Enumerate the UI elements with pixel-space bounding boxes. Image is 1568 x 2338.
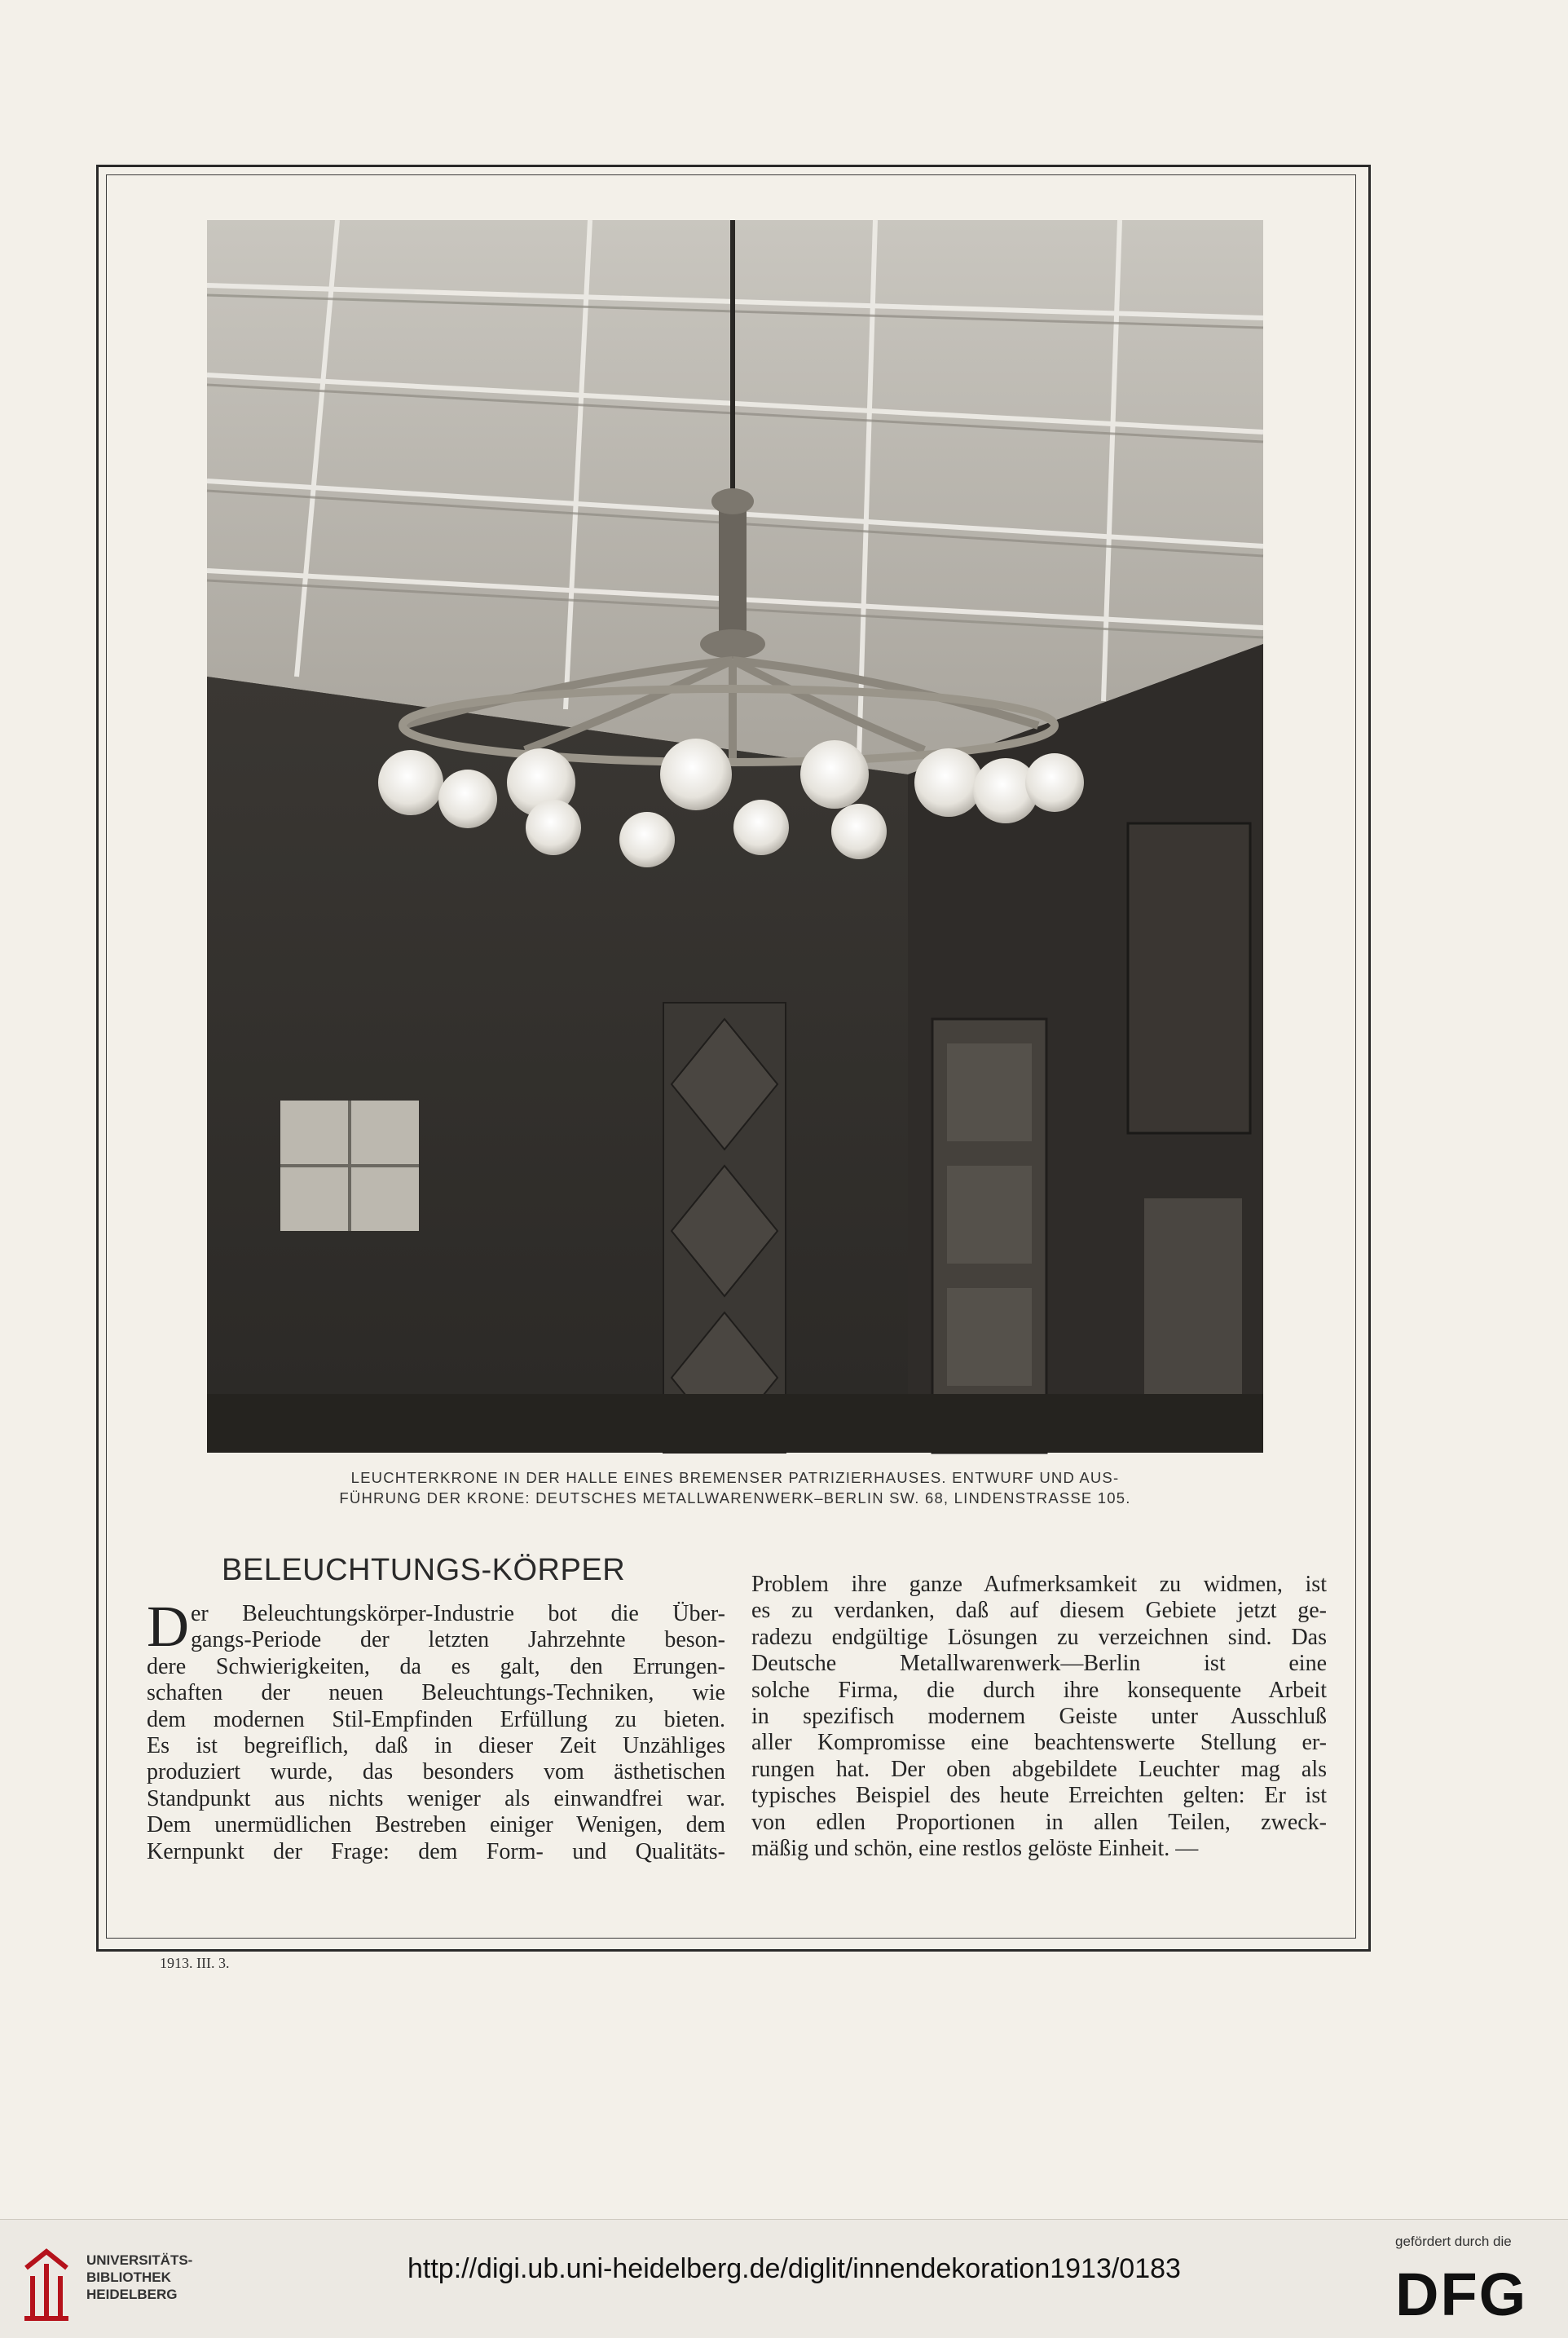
text-line: Dem unermüdlichen Bestreben einiger Wenigen, dem — [147, 1812, 725, 1838]
page-folio: 1913. III. 3. — [160, 1955, 230, 1971]
chandelier-photo-illustration — [207, 220, 1263, 1453]
text-line: rungen hat. Der oben abgebildete Leuchter mag als — [751, 1756, 1327, 1782]
text-line: Kernpunkt der Frage: dem Form- und Qualitäts- — [147, 1838, 725, 1864]
text-line: in spezifisch modernem Geiste unter Ausschluß — [751, 1703, 1327, 1729]
text-line-content: er Beleuchtungskörper-Industrie bot die Über- — [191, 1601, 725, 1626]
permalink-url[interactable]: http://digi.ub.uni-heidelberg.de/diglit/innendekoration1913/0183 — [407, 2253, 1181, 2284]
text-line: schaften der neuen Beleuchtungs-Techniken, wie — [147, 1680, 725, 1706]
dfg-logo[interactable]: DFG — [1395, 2261, 1528, 2328]
article-left-column — [147, 1594, 725, 1865]
text-line: es zu verdanken, daß auf diesem Gebiete jetzt ge- — [751, 1598, 1327, 1624]
library-line: UNIVERSITÄTS- — [86, 2252, 193, 2268]
drop-cap: D — [147, 1594, 189, 1659]
text-line: solche Firma, die durch ihre konsequente Arbeit — [751, 1677, 1327, 1703]
article-right-column — [751, 1572, 1327, 1862]
library-line: HEIDELBERG — [86, 2287, 178, 2302]
caption-line-2: FÜHRUNG DER KRONE: DEUTSCHES METALLWARENWERK–BERLIN SW. 68, LINDENSTRASSE 105. — [339, 1489, 1131, 1506]
text-line: dem modernen Stil-Empfinden Erfüllung zu bieten. — [147, 1706, 725, 1732]
caption-line-1: LEUCHTERKRONE IN DER HALLE EINES BREMENSER PATRIZIERHAUSES. ENTWURF UND AUS- — [350, 1469, 1120, 1486]
university-library-name — [86, 2252, 192, 2303]
university-library-logo-icon[interactable] — [18, 2243, 75, 2325]
library-line: BIBLIOTHEK — [86, 2270, 171, 2285]
text-line: Deutsche Metallwarenwerk—Berlin ist eine — [751, 1651, 1327, 1677]
text-line: dere Schwierigkeiten, da es galt, den Errungen- — [147, 1653, 725, 1679]
article-title: BELEUCHTUNGS-KÖRPER — [222, 1553, 626, 1587]
photo-caption — [207, 1467, 1263, 1508]
text-line: mäßig und schön, eine restlos gelöste Einheit. — — [751, 1835, 1199, 1861]
text-line: Es ist begreiflich, daß in dieser Zeit Unzähliges — [147, 1732, 725, 1758]
text-line: typisches Beispiel des heute Erreichten gelten: Er ist — [751, 1783, 1327, 1809]
text-line: gangs-Periode der letzten Jahrzehnte beson- — [191, 1627, 725, 1653]
text-line: von edlen Proportionen in allen Teilen, zweck- — [751, 1809, 1327, 1835]
text-line: Standpunkt aus nichts weniger als einwandfrei war. — [147, 1785, 725, 1811]
text-line: radezu endgültige Lösungen zu verzeichnen sind. Das — [751, 1624, 1327, 1650]
chandelier-photograph — [207, 220, 1263, 1453]
text-line: aller Kompromisse eine beachtenswerte Stellung er- — [751, 1730, 1327, 1756]
funding-caption: gefördert durch die — [1395, 2234, 1512, 2249]
text-line: Problem ihre ganze Aufmerksamkeit zu widmen, ist — [751, 1572, 1327, 1597]
text-line: produziert wurde, das besonders vom ästhetischen — [147, 1759, 725, 1785]
